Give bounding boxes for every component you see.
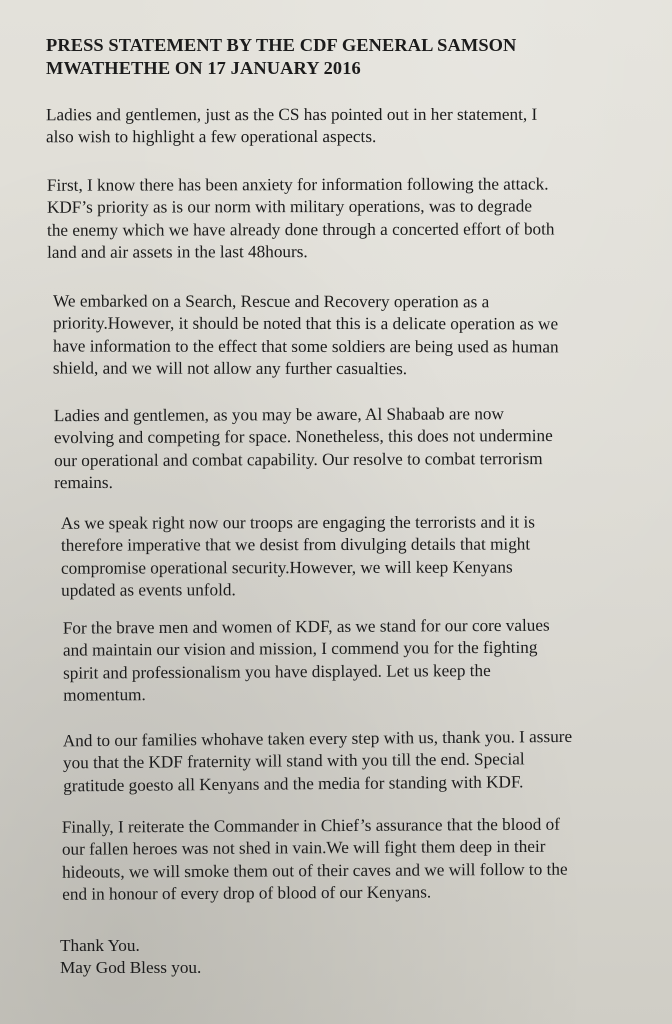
text-line: priority.However, it should be noted that this is a delicate operation as we bbox=[53, 313, 559, 334]
text-line: land and air assets in the last 48hours. bbox=[47, 242, 308, 262]
text-line: our operational and combat capability. Our resolve to combat terrorism bbox=[54, 448, 543, 470]
paragraph-al-shabaab bbox=[54, 403, 594, 495]
paragraph-opening bbox=[46, 104, 634, 149]
title-line: PRESS STATEMENT BY THE CDF GENERAL SAMSON bbox=[46, 35, 517, 55]
paragraph-kdf-personnel bbox=[63, 614, 594, 707]
paragraph-finally bbox=[62, 813, 629, 906]
text-line: end in honour of every drop of blood of our Kenyans. bbox=[62, 882, 432, 904]
text-line: shield, and we will not allow any further casualties. bbox=[52, 358, 408, 379]
title-line: MWATHETHE ON 17 JANUARY 2016 bbox=[46, 57, 361, 78]
text-line: have information to the effect that some soldiers are being used as human bbox=[52, 336, 559, 357]
text-line: updated as events unfold. bbox=[61, 580, 236, 600]
text-line: evolving and competing for space. Nonetheless, this does not undermine bbox=[53, 426, 553, 448]
text-line: Thank You. bbox=[60, 936, 140, 955]
text-line: momentum. bbox=[63, 685, 146, 705]
text-line: May God Bless you. bbox=[60, 958, 202, 978]
text-line: you that the KDF fraternity will stand with you till the end. Special bbox=[62, 749, 525, 773]
text-line: spirit and professionalism you have displayed. Let us keep the bbox=[63, 660, 491, 683]
document-title bbox=[46, 34, 646, 79]
text-line: First, I know there has been anxiety for information following the attack. bbox=[46, 174, 549, 195]
paragraph-first bbox=[47, 173, 632, 264]
text-line: hideouts, we will smoke them out of their caves and we will follow to the bbox=[62, 859, 568, 882]
text-line: We embarked on a Search, Rescue and Recovery operation as a bbox=[53, 291, 490, 312]
text-line: our fallen heroes was not shed in vain.We will fight them deep in their bbox=[61, 837, 546, 860]
text-line: and maintain our vision and mission, I commend you for the fighting bbox=[62, 638, 538, 661]
text-line: For the brave men and women of KDF, as we stand for our core values bbox=[62, 615, 550, 638]
text-line: also wish to highlight a few operational aspects. bbox=[46, 127, 377, 147]
text-line: Ladies and gentlemen, just as the CS has pointed out in her statement, I bbox=[45, 104, 538, 125]
paragraph-families bbox=[63, 726, 604, 798]
text-line: Finally, I reiterate the Commander in Chief’s assurance that the blood of bbox=[61, 814, 560, 837]
text-line: therefore imperative that we desist from divulging details that might bbox=[60, 534, 531, 556]
text-line: And to our families whohave taken every step with us, thank you. I assure bbox=[62, 726, 573, 751]
text-line: Ladies and gentlemen, as you may be aware, Al Shabaab are now bbox=[53, 404, 504, 426]
paragraph-troops bbox=[61, 511, 614, 602]
text-line: KDF’s priority as is our norm with military operations, was to degrade bbox=[46, 196, 532, 218]
closing-signoff bbox=[60, 935, 360, 980]
text-line: the enemy which we have already done through a concerted effort of both bbox=[47, 219, 555, 240]
text-line: remains. bbox=[54, 473, 113, 493]
paragraph-search-rescue bbox=[53, 291, 621, 382]
text-line: As we speak right now our troops are engaging the terrorists and it is bbox=[60, 512, 535, 533]
text-line: gratitude goesto all Kenyans and the media for standing with KDF. bbox=[63, 772, 524, 796]
text-line: compromise operational security.However, we will keep Kenyans bbox=[61, 557, 513, 578]
